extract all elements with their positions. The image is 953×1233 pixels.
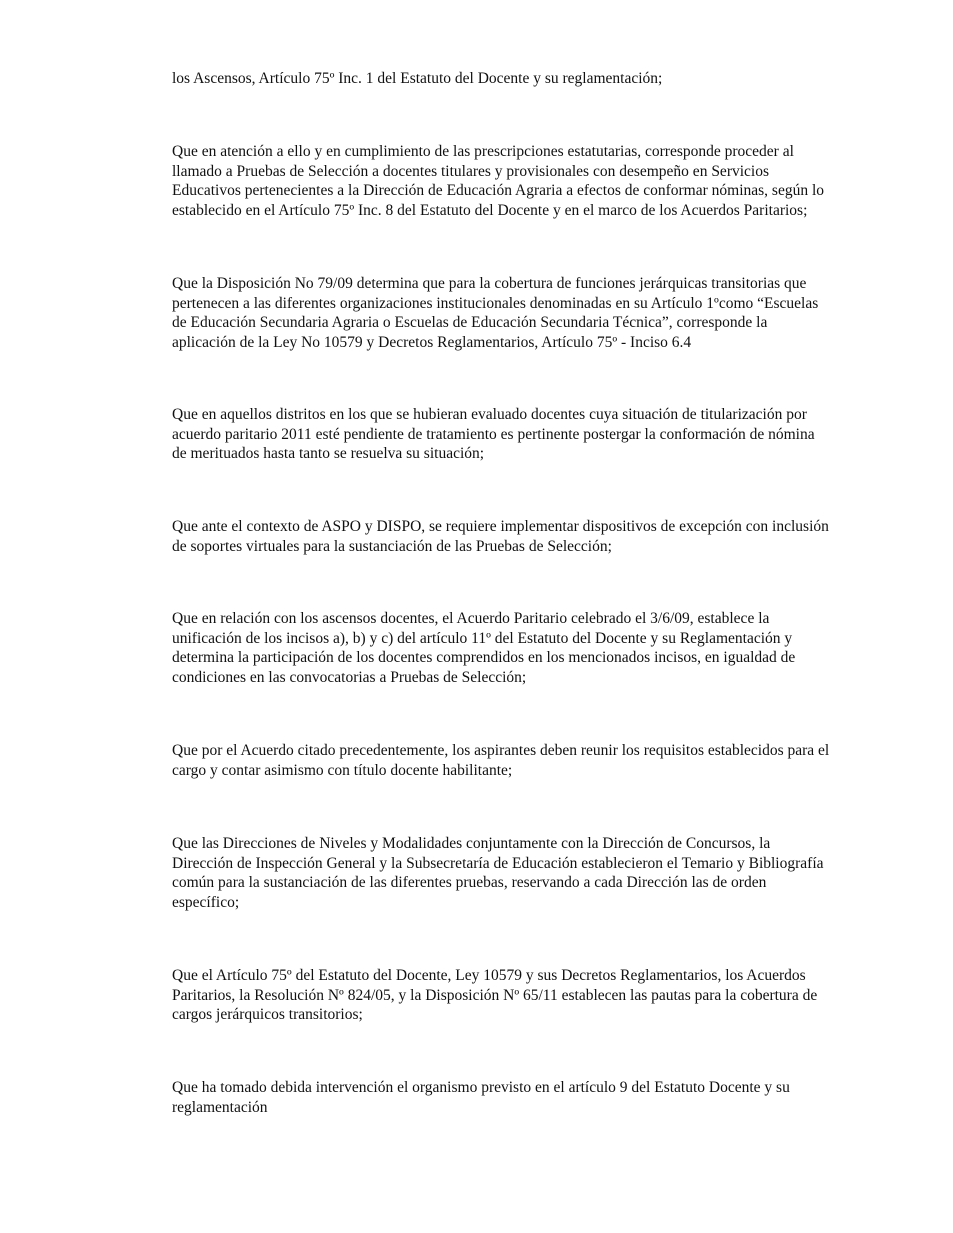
paragraph-ascensos-reference: los Ascensos, Artículo 75º Inc. 1 del Estatuto del Docente y su reglamentación; <box>172 70 663 87</box>
paragraph-llamado-pruebas: Que en atención a ello y en cumplimiento de las prescripciones estatutarias, corresponde proceder al llamado a Pruebas de Selección a docentes titulares y provisionales con desempeño en Servicios Educativos pertenecientes a la Dirección de Educación Agraria a efectos de conformar nóminas, según lo establecido en el Artículo 75º Inc. 8 del Estatuto del Docente y en el marco de los Acuerdos Paritarios; <box>172 143 825 219</box>
paragraph-intervencion-organismo: Que ha tomado debida intervención el organismo previsto en el artículo 9 del Estatuto Docente y su reglamentación <box>172 1079 790 1116</box>
paragraph-distritos-titularizacion: Que en aquellos distritos en los que se hubieran evaluado docentes cuya situación de titularización por acuerdo paritario 2011 esté pendiente de tratamiento es pertinente postergar la conformación de nómina de merituados hasta tanto se resuelva su situación; <box>172 406 815 462</box>
paragraph-acuerdo-paritario: Que en relación con los ascensos docentes, el Acuerdo Paritario celebrado el 3/6/09, establece la unificación de los incisos a), b) y c) del artículo 11º del Estatuto del Docente y su Reglamentación y determina la participación de los docentes comprendidos en los mencionados incisos, en igualdad de condiciones en las convocatorias a Pruebas de Selección; <box>172 610 796 686</box>
paragraph-temario-bibliografia: Que las Direcciones de Niveles y Modalidades conjuntamente con la Dirección de Concursos, la Dirección de Inspección General y la Subsecretaría de Educación establecieron el Temario y Bibliografía común para la sustanciación de las diferentes pruebas, reservando a cada Dirección las de orden específico; <box>172 835 824 911</box>
paragraph-disposicion-79-09: Que la Disposición No 79/09 determina que para la cobertura de funciones jerárquicas transitorias que pertenecen a las diferentes organizaciones institucionales denominadas en su Artículo 1ºcomo “Escuelas de Educación Secundaria Agraria o Escuelas de Educación Secundaria Técnica”, corresponde la aplicación de la Ley No 10579 y Decretos Reglamentarios, Artículo 75º - Inciso 6.4 <box>172 275 819 351</box>
paragraph-aspo-dispo: Que ante el contexto de ASPO y DISPO, se requiere implementar dispositivos de excepción con inclusión de soportes virtuales para la sustanciación de las Pruebas de Selección; <box>172 518 829 555</box>
paragraph-requisitos-aspirantes: Que por el Acuerdo citado precedentemente, los aspirantes deben reunir los requisitos establecidos para el cargo y contar asimismo con título docente habilitante; <box>172 742 830 779</box>
paragraph-pautas-cobertura: Que el Artículo 75º del Estatuto del Docente, Ley 10579 y sus Decretos Reglamentarios, los Acuerdos Paritarios, la Resolución Nº 824/05, y la Disposición Nº 65/11 establecen las pautas para la cobertura de cargos jerárquicos transitorios; <box>172 967 818 1023</box>
